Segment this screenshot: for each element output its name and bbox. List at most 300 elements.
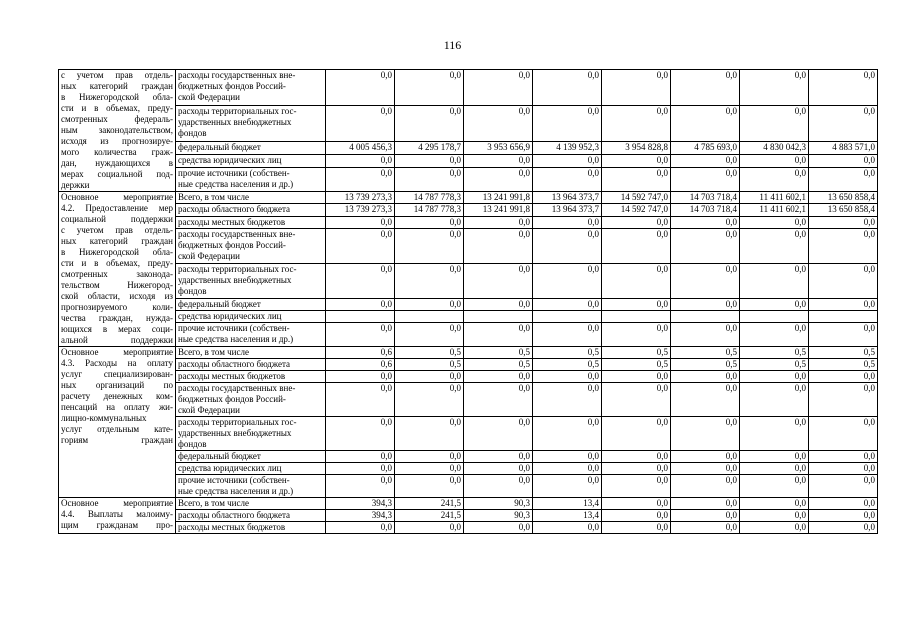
amount-cell: 0,0 xyxy=(464,451,533,463)
funding-source-line: федеральный бюджет xyxy=(178,451,261,461)
budget-table-body xyxy=(59,70,878,534)
measure-line: Основное мероприятие xyxy=(61,347,173,357)
amount-cell: 0,0 xyxy=(809,154,878,167)
funding-source-line: расходы территориальных гос- xyxy=(178,263,297,274)
amount-cell: 0,0 xyxy=(395,216,464,228)
measure-line: лищно-коммунальных xyxy=(61,413,147,423)
amount-cell: 0,0 xyxy=(809,498,878,510)
funding-source-line: ударственных внебюджетных xyxy=(178,117,292,128)
amount-cell xyxy=(740,311,809,323)
funding-source-cell xyxy=(176,347,326,359)
amount-cell: 0,5 xyxy=(809,359,878,371)
table-row xyxy=(59,347,878,359)
amount-cell: 3 953 656,9 xyxy=(464,142,533,155)
amount-cell: 14 703 718,4 xyxy=(671,204,740,216)
amount-cell: 0,0 xyxy=(464,522,533,534)
table-row xyxy=(59,451,878,463)
amount-cell: 13 650 858,4 xyxy=(809,192,878,204)
amount-cell: 0,0 xyxy=(809,263,878,298)
funding-source-cell xyxy=(176,70,326,106)
amount-cell: 0,0 xyxy=(602,383,671,417)
amount-cell: 0,0 xyxy=(464,475,533,498)
amount-cell: 0,5 xyxy=(740,359,809,371)
funding-source-line: средства юридических лиц xyxy=(178,311,282,322)
measure-line: держки xyxy=(61,180,90,190)
amount-cell: 0,0 xyxy=(809,510,878,522)
amount-cell: 0,0 xyxy=(809,522,878,534)
table-row xyxy=(59,228,878,263)
amount-cell: 0,5 xyxy=(464,359,533,371)
amount-cell: 0,0 xyxy=(395,323,464,347)
funding-source-line: фондов xyxy=(178,285,207,296)
amount-cell: 0,0 xyxy=(326,371,395,383)
amount-cell: 0,0 xyxy=(671,167,740,191)
funding-source-cell xyxy=(176,298,326,310)
page-number: 116 xyxy=(443,38,462,52)
amount-cell: 0,0 xyxy=(740,475,809,498)
funding-source-line: федеральный бюджет xyxy=(178,142,261,153)
amount-cell: 0,0 xyxy=(533,263,602,298)
measure-line: смотренных федераль- xyxy=(61,114,173,124)
measure-line: чества граждан, нужда- xyxy=(61,313,173,323)
measure-line: с учетом прав отдель- xyxy=(61,225,173,235)
amount-cell: 0,0 xyxy=(464,417,533,451)
amount-cell: 0,0 xyxy=(602,522,671,534)
funding-source-cell xyxy=(176,263,326,298)
funding-source-cell xyxy=(176,359,326,371)
funding-source-cell xyxy=(176,311,326,323)
amount-cell xyxy=(602,311,671,323)
amount-cell: 90,3 xyxy=(464,510,533,522)
measure-line: исходя из прогнозируе- xyxy=(61,136,173,146)
amount-cell: 0,0 xyxy=(326,451,395,463)
amount-cell: 0,0 xyxy=(671,510,740,522)
measure-description-cell xyxy=(59,498,176,534)
amount-cell: 0,0 xyxy=(533,167,602,191)
funding-source-line: расходы областного бюджета xyxy=(178,359,291,369)
amount-cell: 0,0 xyxy=(671,475,740,498)
funding-source-line: прочие источники (собствен- xyxy=(178,323,290,334)
amount-cell: 0,5 xyxy=(602,347,671,359)
amount-cell: 0,0 xyxy=(602,167,671,191)
funding-source-line: бюджетных фондов Россий- xyxy=(178,394,286,404)
amount-cell: 0,5 xyxy=(809,347,878,359)
funding-source-line: ской Федерации xyxy=(178,250,240,261)
amount-cell: 4 830 042,3 xyxy=(740,142,809,155)
funding-source-line: расходы местных бюджетов xyxy=(178,522,286,532)
amount-cell: 0,0 xyxy=(740,522,809,534)
amount-cell: 0,0 xyxy=(395,475,464,498)
amount-cell: 0,0 xyxy=(671,463,740,475)
amount-cell: 0,0 xyxy=(602,371,671,383)
amount-cell: 0,0 xyxy=(740,371,809,383)
measure-line: ных категорий граждан xyxy=(61,236,173,246)
amount-cell: 13 964 373,7 xyxy=(533,192,602,204)
amount-cell xyxy=(326,311,395,323)
amount-cell: 0,0 xyxy=(533,522,602,534)
amount-cell: 0,0 xyxy=(533,228,602,263)
amount-cell: 0,0 xyxy=(602,70,671,106)
amount-cell: 0,0 xyxy=(464,167,533,191)
amount-cell: 0,0 xyxy=(671,216,740,228)
funding-source-line: ударственных внебюджетных xyxy=(178,274,292,285)
table-row xyxy=(59,522,878,534)
amount-cell: 0,0 xyxy=(395,167,464,191)
funding-source-cell xyxy=(176,371,326,383)
amount-cell: 0,0 xyxy=(671,263,740,298)
funding-source-cell xyxy=(176,154,326,167)
amount-cell: 0,0 xyxy=(326,475,395,498)
measure-line: альной поддержки xyxy=(61,335,173,345)
amount-cell: 0,0 xyxy=(326,228,395,263)
funding-source-line: прочие источники (собствен- xyxy=(178,167,290,178)
table-row xyxy=(59,204,878,216)
amount-cell: 0,0 xyxy=(395,451,464,463)
table-row xyxy=(59,263,878,298)
amount-cell: 0,0 xyxy=(671,298,740,310)
measure-line: гориям граждан xyxy=(61,435,173,445)
amount-cell: 0,0 xyxy=(533,475,602,498)
amount-cell: 0,0 xyxy=(326,154,395,167)
amount-cell: 0,0 xyxy=(395,228,464,263)
amount-cell: 0,0 xyxy=(326,106,395,142)
measure-line: щим гражданам про- xyxy=(61,520,173,530)
table-row xyxy=(59,154,878,167)
amount-cell: 13 739 273,3 xyxy=(326,204,395,216)
measure-line: Основное мероприятие xyxy=(61,192,173,202)
amount-cell: 0,0 xyxy=(671,228,740,263)
funding-source-line: средства юридических лиц xyxy=(178,463,282,473)
measure-line: в Нижегородской обла- xyxy=(61,92,173,102)
amount-cell: 0,0 xyxy=(740,167,809,191)
amount-cell: 0,6 xyxy=(326,359,395,371)
amount-cell: 0,0 xyxy=(326,167,395,191)
amount-cell: 0,0 xyxy=(809,451,878,463)
amount-cell: 0,0 xyxy=(809,463,878,475)
measure-line: услуг отдельным кате- xyxy=(61,424,173,434)
measure-line: пенсаций на оплату жи- xyxy=(61,402,173,412)
amount-cell: 0,0 xyxy=(326,463,395,475)
amount-cell: 0,0 xyxy=(464,298,533,310)
amount-cell: 0,0 xyxy=(671,498,740,510)
amount-cell: 0,0 xyxy=(533,106,602,142)
amount-cell: 0,0 xyxy=(533,451,602,463)
funding-source-line: бюджетных фондов Россий- xyxy=(178,81,286,91)
amount-cell: 0,0 xyxy=(464,106,533,142)
funding-source-cell xyxy=(176,383,326,417)
funding-source-cell xyxy=(176,192,326,204)
table-row xyxy=(59,323,878,347)
funding-source-line: бюджетных фондов Россий- xyxy=(178,239,286,250)
amount-cell: 0,0 xyxy=(602,106,671,142)
amount-cell: 0,0 xyxy=(671,70,740,106)
measure-line: ской области, исходя из xyxy=(61,291,173,301)
amount-cell: 0,0 xyxy=(533,463,602,475)
amount-cell: 0,0 xyxy=(740,228,809,263)
measure-line: социальной поддержки xyxy=(61,214,173,224)
table-row xyxy=(59,192,878,204)
amount-cell: 0,0 xyxy=(602,298,671,310)
funding-source-line: Всего, в том числе xyxy=(178,192,249,202)
amount-cell: 0,5 xyxy=(602,359,671,371)
amount-cell: 0,0 xyxy=(809,228,878,263)
amount-cell: 0,0 xyxy=(326,323,395,347)
funding-source-cell xyxy=(176,228,326,263)
measure-line: мого количества граж- xyxy=(61,147,173,157)
amount-cell: 0,5 xyxy=(533,347,602,359)
amount-cell: 14 592 747,0 xyxy=(602,192,671,204)
amount-cell xyxy=(809,311,878,323)
funding-source-cell xyxy=(176,463,326,475)
measure-line: ным законодательством, xyxy=(61,125,173,135)
amount-cell: 0,0 xyxy=(602,475,671,498)
measure-line: тельством Нижегород- xyxy=(61,280,173,290)
amount-cell: 0,0 xyxy=(809,70,878,106)
funding-source-line: расходы местных бюджетов xyxy=(178,371,286,381)
funding-source-line: расходы государственных вне- xyxy=(178,228,296,239)
table-row xyxy=(59,498,878,510)
funding-source-line: ные средства населения и др.) xyxy=(178,178,294,189)
amount-cell: 14 703 718,4 xyxy=(671,192,740,204)
measure-line: 4.2. Предоставление мер xyxy=(61,203,173,213)
amount-cell: 0,0 xyxy=(395,70,464,106)
amount-cell: 0,0 xyxy=(740,451,809,463)
funding-source-line: расходы территориальных гос- xyxy=(178,417,297,427)
table-row xyxy=(59,106,878,142)
funding-source-line: средства юридических лиц xyxy=(178,154,282,165)
table-row xyxy=(59,359,878,371)
amount-cell: 0,0 xyxy=(809,323,878,347)
funding-source-line: федеральный бюджет xyxy=(178,298,261,309)
amount-cell: 0,0 xyxy=(671,154,740,167)
funding-source-line: ные средства населения и др.) xyxy=(178,486,294,496)
amount-cell: 0,0 xyxy=(533,154,602,167)
amount-cell: 0,0 xyxy=(602,228,671,263)
amount-cell: 0,0 xyxy=(533,417,602,451)
amount-cell: 0,0 xyxy=(809,371,878,383)
amount-cell: 0,0 xyxy=(326,417,395,451)
amount-cell: 0,0 xyxy=(533,371,602,383)
amount-cell: 0,0 xyxy=(602,154,671,167)
amount-cell: 0,0 xyxy=(395,463,464,475)
amount-cell: 0,0 xyxy=(809,298,878,310)
measure-line: прогнозируемого коли- xyxy=(61,302,173,312)
amount-cell: 0,0 xyxy=(533,70,602,106)
table-row xyxy=(59,383,878,417)
amount-cell: 0,0 xyxy=(326,522,395,534)
funding-source-cell xyxy=(176,106,326,142)
amount-cell xyxy=(395,311,464,323)
amount-cell: 0,0 xyxy=(740,498,809,510)
amount-cell: 0,0 xyxy=(464,263,533,298)
amount-cell: 4 883 571,0 xyxy=(809,142,878,155)
amount-cell: 4 139 952,3 xyxy=(533,142,602,155)
amount-cell: 0,0 xyxy=(464,216,533,228)
measure-line: в Нижегородской обла- xyxy=(61,247,173,257)
amount-cell: 0,0 xyxy=(326,298,395,310)
amount-cell: 13 241 991,8 xyxy=(464,192,533,204)
amount-cell: 0,0 xyxy=(671,417,740,451)
amount-cell: 0,0 xyxy=(740,106,809,142)
measure-description-cell xyxy=(59,347,176,498)
amount-cell: 0,0 xyxy=(533,383,602,417)
measure-line: 4.4. Выплаты малоиму- xyxy=(61,509,173,519)
amount-cell: 4 295 178,7 xyxy=(395,142,464,155)
amount-cell: 0,0 xyxy=(602,463,671,475)
table-row xyxy=(59,510,878,522)
table-row xyxy=(59,311,878,323)
amount-cell: 14 592 747,0 xyxy=(602,204,671,216)
amount-cell: 13,4 xyxy=(533,498,602,510)
measure-line: дан, нуждающихся в xyxy=(61,158,173,168)
measure-description-cell xyxy=(59,70,176,192)
amount-cell: 0,0 xyxy=(602,263,671,298)
amount-cell: 0,0 xyxy=(602,498,671,510)
amount-cell: 0,0 xyxy=(809,417,878,451)
funding-source-line: прочие источники (собствен- xyxy=(178,475,290,485)
measure-line: 4.3. Расходы на оплату xyxy=(61,358,173,368)
amount-cell: 0,0 xyxy=(533,216,602,228)
amount-cell: 0,0 xyxy=(464,323,533,347)
amount-cell: 0,5 xyxy=(533,359,602,371)
amount-cell: 0,0 xyxy=(602,216,671,228)
amount-cell: 0,0 xyxy=(464,70,533,106)
amount-cell: 0,0 xyxy=(809,167,878,191)
amount-cell: 0,0 xyxy=(395,522,464,534)
funding-source-cell xyxy=(176,167,326,191)
amount-cell: 0,0 xyxy=(533,323,602,347)
table-row xyxy=(59,70,878,106)
funding-source-line: расходы государственных вне- xyxy=(178,70,296,80)
amount-cell: 0,0 xyxy=(464,463,533,475)
funding-source-line: расходы государственных вне- xyxy=(178,383,296,393)
amount-cell: 0,0 xyxy=(326,70,395,106)
funding-source-line: Всего, в том числе xyxy=(178,347,249,357)
amount-cell: 0,0 xyxy=(671,383,740,417)
measure-line: Основное мероприятие xyxy=(61,498,173,508)
amount-cell xyxy=(464,311,533,323)
amount-cell: 394,3 xyxy=(326,498,395,510)
funding-source-cell xyxy=(176,417,326,451)
measure-line: ющихся в мерах соци- xyxy=(61,324,173,334)
amount-cell: 0,0 xyxy=(740,216,809,228)
amount-cell: 0,0 xyxy=(395,154,464,167)
amount-cell: 90,3 xyxy=(464,498,533,510)
amount-cell: 13 739 273,3 xyxy=(326,192,395,204)
table-row xyxy=(59,142,878,155)
amount-cell: 11 411 602,1 xyxy=(740,204,809,216)
funding-source-cell xyxy=(176,142,326,155)
funding-source-cell xyxy=(176,216,326,228)
table-row xyxy=(59,463,878,475)
measure-line: ных категорий граждан xyxy=(61,81,173,91)
amount-cell: 0,0 xyxy=(671,106,740,142)
amount-cell: 0,5 xyxy=(671,347,740,359)
amount-cell: 0,0 xyxy=(740,298,809,310)
funding-source-line: расходы местных бюджетов xyxy=(178,216,286,227)
amount-cell: 0,0 xyxy=(395,371,464,383)
amount-cell: 241,5 xyxy=(395,510,464,522)
amount-cell: 0,0 xyxy=(602,451,671,463)
funding-source-line: ные средства населения и др.) xyxy=(178,334,294,345)
funding-source-cell xyxy=(176,451,326,463)
amount-cell: 394,3 xyxy=(326,510,395,522)
amount-cell: 0,0 xyxy=(464,371,533,383)
amount-cell: 0,0 xyxy=(740,154,809,167)
table-row xyxy=(59,298,878,310)
amount-cell: 13 650 858,4 xyxy=(809,204,878,216)
amount-cell: 0,0 xyxy=(740,463,809,475)
amount-cell: 14 787 778,3 xyxy=(395,192,464,204)
amount-cell: 0,0 xyxy=(809,383,878,417)
measure-line: мерах социальной под- xyxy=(61,169,173,179)
amount-cell xyxy=(671,311,740,323)
table-row xyxy=(59,216,878,228)
amount-cell: 0,0 xyxy=(671,451,740,463)
measure-line: с учетом прав отдель- xyxy=(61,70,173,80)
amount-cell: 0,0 xyxy=(395,298,464,310)
amount-cell: 0,5 xyxy=(740,347,809,359)
amount-cell: 0,5 xyxy=(464,347,533,359)
measure-line: расчету денежных ком- xyxy=(61,391,173,401)
amount-cell: 0,0 xyxy=(326,216,395,228)
amount-cell: 13 241 991,8 xyxy=(464,204,533,216)
amount-cell: 14 787 778,3 xyxy=(395,204,464,216)
funding-source-line: расходы областного бюджета xyxy=(178,204,291,215)
funding-source-line: ской Федерации xyxy=(178,405,240,415)
amount-cell: 0,0 xyxy=(740,323,809,347)
table-row xyxy=(59,475,878,498)
funding-source-line: ударственных внебюджетных xyxy=(178,428,292,438)
funding-source-line: ской Федерации xyxy=(178,92,240,102)
table-row xyxy=(59,167,878,191)
amount-cell: 0,0 xyxy=(809,475,878,498)
amount-cell: 0,0 xyxy=(740,417,809,451)
amount-cell: 13 964 373,7 xyxy=(533,204,602,216)
amount-cell: 241,5 xyxy=(395,498,464,510)
funding-source-line: расходы территориальных гос- xyxy=(178,106,297,117)
amount-cell: 0,0 xyxy=(464,228,533,263)
amount-cell: 0,0 xyxy=(740,263,809,298)
funding-source-cell xyxy=(176,475,326,498)
measure-line: услуг специализирован- xyxy=(61,369,173,379)
funding-source-line: Всего, в том числе xyxy=(178,498,249,508)
amount-cell: 0,0 xyxy=(395,106,464,142)
amount-cell: 0,0 xyxy=(464,154,533,167)
table-row xyxy=(59,371,878,383)
measure-line: смотренных законода- xyxy=(61,269,173,279)
amount-cell: 13,4 xyxy=(533,510,602,522)
amount-cell: 0,0 xyxy=(671,522,740,534)
amount-cell: 0,0 xyxy=(326,263,395,298)
amount-cell xyxy=(533,311,602,323)
amount-cell: 0,0 xyxy=(740,383,809,417)
amount-cell: 0,0 xyxy=(464,383,533,417)
measure-line: сти и в объемах, преду- xyxy=(61,103,173,113)
amount-cell: 0,5 xyxy=(395,347,464,359)
amount-cell: 0,0 xyxy=(395,263,464,298)
amount-cell: 0,6 xyxy=(326,347,395,359)
amount-cell: 0,0 xyxy=(602,417,671,451)
amount-cell: 0,0 xyxy=(326,383,395,417)
amount-cell: 0,0 xyxy=(671,323,740,347)
measure-description-cell xyxy=(59,192,176,347)
amount-cell: 0,0 xyxy=(809,216,878,228)
funding-source-cell xyxy=(176,498,326,510)
measure-line: сти и в объемах, преду- xyxy=(61,258,173,268)
funding-source-cell xyxy=(176,204,326,216)
funding-source-line: расходы областного бюджета xyxy=(178,510,291,520)
